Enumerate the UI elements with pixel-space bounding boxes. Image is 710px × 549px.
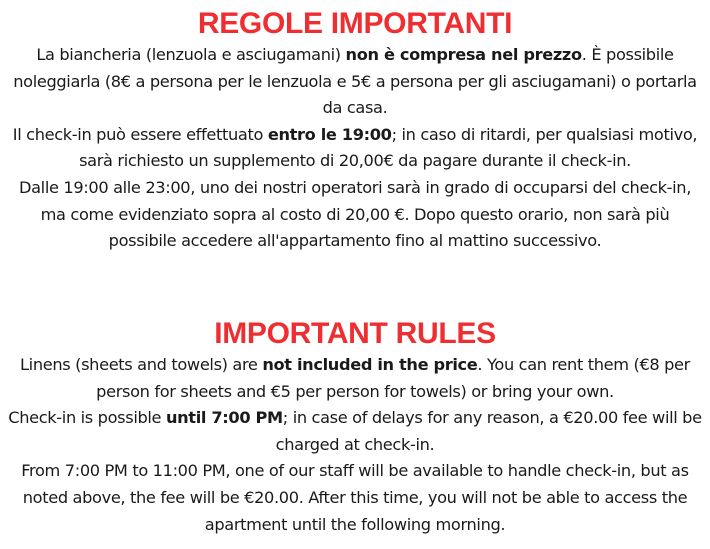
italian-rules-section [0,6,710,306]
english-checkin-paragraph [5,405,705,458]
checkin-deadline-emphasis: entro le 19:00 [267,124,392,144]
text: Il check-in può essere effettuato [12,124,268,144]
text: La biancheria (lenzuola e asciugamani) [36,45,346,64]
english-title: IMPORTANT RULES [214,317,496,350]
linens-not-included-emphasis: not included in the price [262,355,478,374]
checkin-deadline-emphasis: until 7:00 PM [165,408,283,428]
italian-linens-paragraph [10,42,700,122]
italian-checkin-paragraph [10,122,700,175]
english-rules-section [0,316,710,538]
text: . È possibile noleggiarla (8€ a persona per le lenzuola e 5€ a persona per gli asciugamani) o portarla da casa. [13,45,697,118]
italian-late-checkin-paragraph: Dalle 19:00 alle 23:00, uno dei nostri operatori sarà in grado di occuparsi del check-in, ma come evidenziato sopra al costo di 20,00 €. Dopo questo orario, non sarà più possibile accedere all'appartamento fino al mattino successivo. [18,177,691,251]
text: ; in caso di ritardi, per qualsiasi motivo, sarà richiesto un supplemento di 20,00€ da pagare durante il check-in. [79,124,698,171]
italian-title: REGOLE IMPORTANTI [197,7,513,40]
linens-not-included-emphasis: non è compresa nel prezzo [345,45,582,64]
english-late-checkin-paragraph: From 7:00 PM to 11:00 PM, one of our staff will be available to handle check-in, but as noted above, the fee will be €20.00. After this time, you will not be able to access the apartment until the following morning. [21,461,689,534]
english-linens-paragraph [5,352,705,405]
text: Check-in is possible [8,408,166,428]
text: . You can rent them (€8 per person for sheets and €5 per person for towels) or bring your own. [96,355,690,401]
text: Linens (sheets and towels) are [20,355,263,374]
text: ; in case of delays for any reason, a €20.00 fee will be charged at check-in. [275,408,702,454]
